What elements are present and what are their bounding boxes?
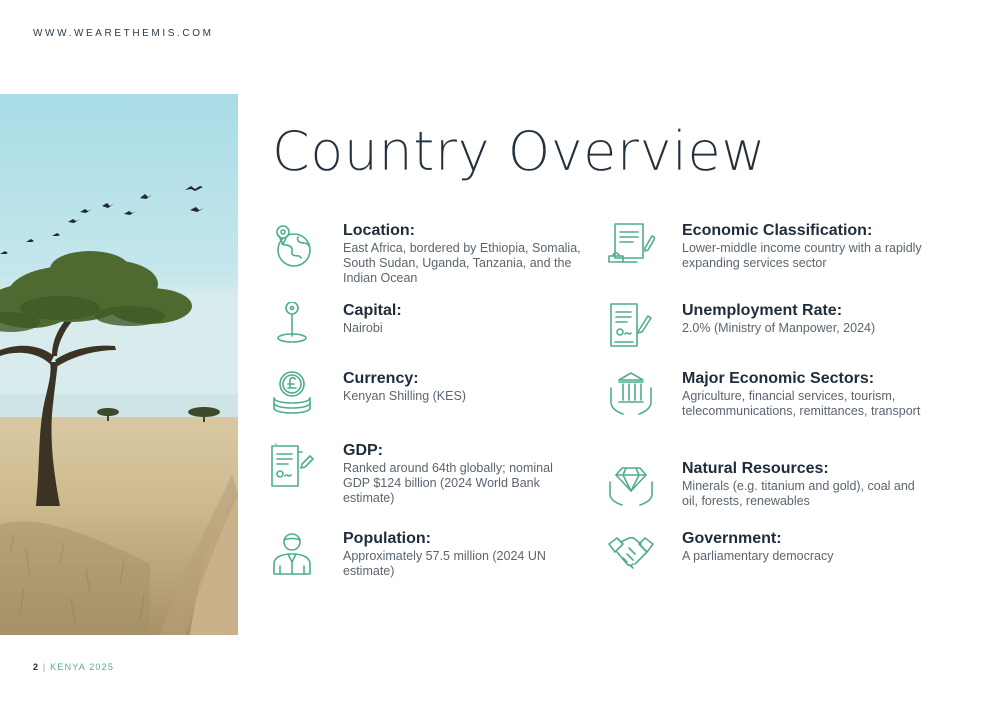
government-description: A parliamentary democracy bbox=[682, 549, 834, 563]
unemployment-label: Unemployment Rate: bbox=[682, 302, 843, 319]
economic-classification-label: Economic Classification: bbox=[682, 222, 873, 239]
institution-hands-icon bbox=[607, 370, 655, 418]
page-title: Country Overview bbox=[272, 120, 766, 183]
currency-description: Kenyan Shilling (KES) bbox=[343, 389, 466, 403]
page-footer bbox=[33, 662, 114, 672]
government-label: Government: bbox=[682, 530, 782, 547]
location-label: Location: bbox=[343, 222, 415, 239]
economic-sectors-description: Agriculture, financial services, tourism, telecommunications, remittances, transport bbox=[682, 389, 921, 418]
page-number: 2 bbox=[33, 662, 40, 672]
gdp-description: Ranked around 64th globally; nominal GDP $124 billion (2024 World Bank estimate) bbox=[343, 461, 553, 505]
population-description: Approximately 57.5 million (2024 UN estimate) bbox=[343, 549, 546, 578]
natural-resources-label: Natural Resources: bbox=[682, 460, 829, 477]
economic-sectors-label: Major Economic Sectors: bbox=[682, 370, 875, 387]
person-icon bbox=[268, 530, 316, 578]
footer-separator: | bbox=[42, 662, 47, 672]
location-description: East Africa, bordered by Ethiopia, Somalia, South Sudan, Uganda, Tanzania, and the Indian Ocean bbox=[343, 241, 581, 285]
capital-description: Nairobi bbox=[343, 321, 383, 335]
population-label: Population: bbox=[343, 530, 431, 547]
unemployment-description: 2.0% (Ministry of Manpower, 2024) bbox=[682, 321, 876, 335]
gdp-label: GDP: bbox=[343, 442, 383, 459]
certificate-icon bbox=[607, 222, 655, 270]
document-report-icon bbox=[268, 442, 316, 490]
diamond-hands-icon bbox=[607, 460, 655, 508]
pound-coins-icon bbox=[268, 370, 316, 418]
map-pin-icon bbox=[268, 302, 316, 350]
capital-label: Capital: bbox=[343, 302, 402, 319]
contract-icon bbox=[607, 302, 655, 350]
natural-resources-description: Minerals (e.g. titanium and gold), coal and oil, forests, renewables bbox=[682, 479, 915, 508]
report-name: KENYA 2025 bbox=[50, 662, 115, 672]
economic-classification-description: Lower-middle income country with a rapidly expanding services sector bbox=[682, 241, 922, 270]
currency-label: Currency: bbox=[343, 370, 419, 387]
site-url[interactable]: WWW.WEARETHEMIS.COM bbox=[33, 28, 214, 39]
handshake-icon bbox=[607, 530, 655, 578]
globe-pin-icon bbox=[268, 222, 316, 270]
